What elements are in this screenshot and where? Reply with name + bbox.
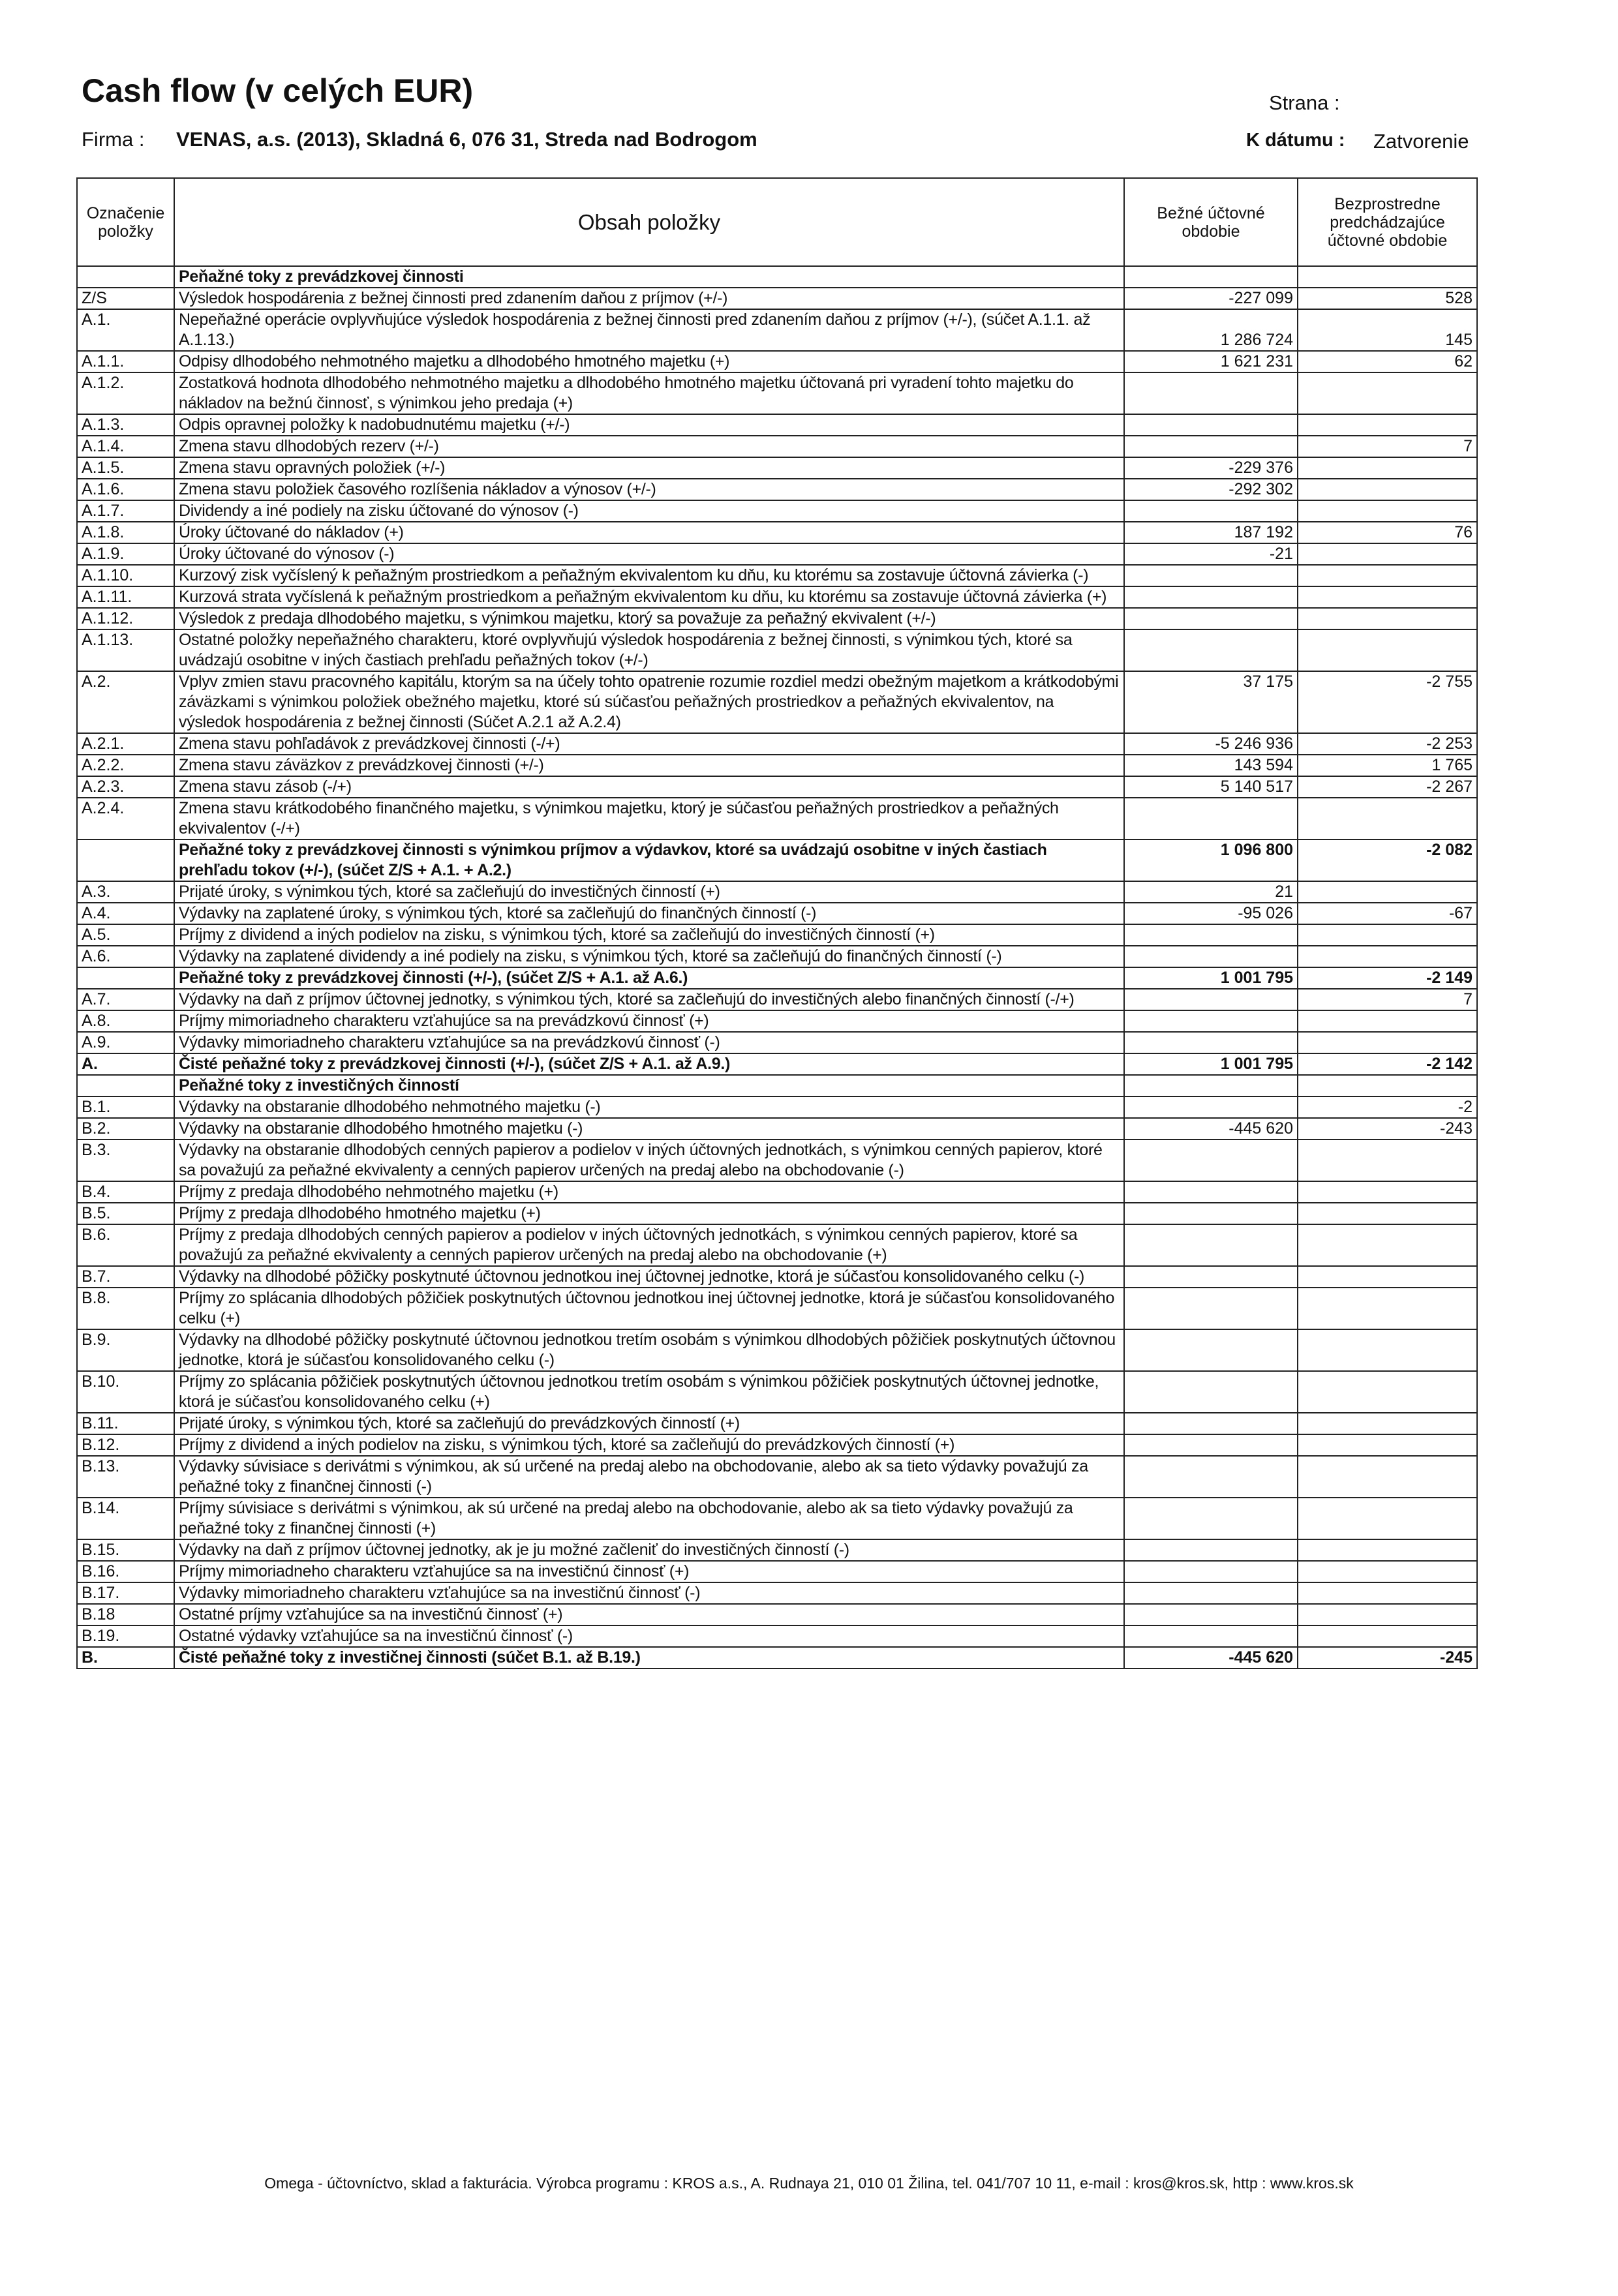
column-header-current-period: Bežné účtovné obdobie	[1124, 178, 1298, 266]
row-code: A.1.11.	[77, 586, 174, 608]
table-row	[77, 1075, 1477, 1096]
row-code: B.4.	[77, 1181, 174, 1203]
row-code: A.1.10.	[77, 565, 174, 586]
row-previous-value: -2 142	[1298, 1053, 1477, 1075]
row-code: B.16.	[77, 1561, 174, 1582]
row-code: B.13.	[77, 1456, 174, 1498]
table-row	[77, 1413, 1477, 1434]
row-code: A.1.7.	[77, 500, 174, 522]
row-description: Výdavky na daň z príjmov účtovnej jednotky, s výnimkou tých, ktoré sa začleňujú do investičných alebo finančných činností (-/+)	[174, 989, 1124, 1010]
row-previous-value: -2 082	[1298, 839, 1477, 881]
row-description: Výdavky mimoriadneho charakteru vzťahujúce sa na investičnú činnosť (-)	[174, 1582, 1124, 1604]
row-description: Príjmy súvisiace s derivátmi s výnimkou, ak sú určené na predaj alebo na obchodovanie, alebo ak sa tieto výdavky považujú za peňažné toky z finančnej činnosti (+)	[174, 1498, 1124, 1539]
row-description: Výdavky na dlhodobé pôžičky poskytnuté účtovnou jednotkou tretím osobám s výnimkou dlhodobých pôžičiek poskytnutých účtovnou jednotke, ktorá je súčasťou konsolidovaného celku (-)	[174, 1329, 1124, 1371]
row-current-value: -445 620	[1124, 1118, 1298, 1140]
row-code: A.2.	[77, 671, 174, 733]
row-previous-value	[1298, 1266, 1477, 1288]
table-row	[77, 798, 1477, 839]
table-row	[77, 1032, 1477, 1053]
row-previous-value: 62	[1298, 351, 1477, 372]
row-code: A.1.1.	[77, 351, 174, 372]
row-description: Ostatné položky nepeňažného charakteru, ktoré ovplyvňujú výsledok hospodárenia z bežnej činnosti, s výnimkou tých, ktoré sa uvádzajú osobitne v iných častiach prehľadu peňažných tokov (+/-)	[174, 629, 1124, 671]
row-description: Zmena stavu zásob (-/+)	[174, 776, 1124, 798]
table-row	[77, 1539, 1477, 1561]
row-description: Zmena stavu položiek časového rozlíšenia nákladov a výnosov (+/-)	[174, 479, 1124, 500]
row-current-value	[1124, 1434, 1298, 1456]
row-description: Dividendy a iné podiely na zisku účtované do výnosov (-)	[174, 500, 1124, 522]
row-previous-value	[1298, 1582, 1477, 1604]
row-previous-value	[1298, 1010, 1477, 1032]
row-current-value	[1124, 629, 1298, 671]
row-description: Odpis opravnej položky k nadobudnutému majetku (+/-)	[174, 414, 1124, 436]
table-row	[77, 1203, 1477, 1224]
table-row	[77, 989, 1477, 1010]
row-previous-value: 1 765	[1298, 755, 1477, 776]
row-previous-value	[1298, 1371, 1477, 1413]
row-previous-value	[1298, 565, 1477, 586]
row-code: Z/S	[77, 288, 174, 309]
row-description: Peňažné toky z prevádzkovej činnosti s výnimkou príjmov a výdavkov, ktoré sa uvádzajú osobitne v iných častiach prehľadu tokov (+/-), (súčet Z/S + A.1. + A.2.)	[174, 839, 1124, 881]
row-previous-value	[1298, 1456, 1477, 1498]
row-current-value: 1 096 800	[1124, 839, 1298, 881]
row-description: Príjmy zo splácania pôžičiek poskytnutých účtovnou jednotkou tretím osobám s výnimkou pôžičiek poskytnutých účtovnej jednotke, ktorá je súčasťou konsolidovaného celku (+)	[174, 1371, 1124, 1413]
document-title: Cash flow (v celých EUR)	[82, 72, 474, 109]
row-description: Kurzový zisk vyčíslený k peňažným prostriedkom a peňažným ekvivalentom ku dňu, ku ktorému sa zostavuje účtovná závierka (-)	[174, 565, 1124, 586]
row-previous-value	[1298, 479, 1477, 500]
row-current-value	[1124, 924, 1298, 946]
row-description: Prijaté úroky, s výnimkou tých, ktoré sa začleňujú do investičných činností (+)	[174, 881, 1124, 903]
row-description: Vplyv zmien stavu pracovného kapitálu, ktorým sa na účely tohto opatrenie rozumie rozdiel medzi obežným majetkom a krátkodobými záväzkami s výnimkou položiek obežného majetku, ktoré sú súčasťou peňažných prostriedkov a peňažných ekvivalentov, na výsledok hospodárenia z bežnej činnosti (Súčet A.2.1 až A.2.4)	[174, 671, 1124, 733]
table-row	[77, 967, 1477, 989]
row-description: Príjmy z predaja dlhodobých cenných papierov a podielov v iných účtovných jednotkách, s výnimkou cenných papierov, ktoré sa považujú za peňažné ekvivalenty a cenných papierov určených na predaj alebo na obchodovanie (+)	[174, 1224, 1124, 1266]
row-description: Ostatné výdavky vzťahujúce sa na investičnú činnosť (-)	[174, 1625, 1124, 1647]
row-description: Úroky účtované do nákladov (+)	[174, 522, 1124, 543]
row-previous-value: -2 253	[1298, 733, 1477, 755]
row-code: A.	[77, 1053, 174, 1075]
row-current-value	[1124, 1498, 1298, 1539]
table-row	[77, 1647, 1477, 1669]
row-description: Úroky účtované do výnosov (-)	[174, 543, 1124, 565]
table-row	[77, 881, 1477, 903]
row-code: A.6.	[77, 946, 174, 967]
table-row	[77, 671, 1477, 733]
row-code: A.2.4.	[77, 798, 174, 839]
row-current-value	[1124, 1096, 1298, 1118]
row-current-value	[1124, 1582, 1298, 1604]
row-previous-value	[1298, 1604, 1477, 1625]
table-row	[77, 414, 1477, 436]
row-description: Príjmy zo splácania dlhodobých pôžičiek poskytnutých účtovnou jednotkou inej účtovnej jednotke, ktorá je súčasťou konsolidovaného celku (+)	[174, 1288, 1124, 1329]
row-previous-value	[1298, 414, 1477, 436]
table-row	[77, 372, 1477, 414]
row-code: A.1.2.	[77, 372, 174, 414]
row-previous-value: 7	[1298, 989, 1477, 1010]
row-previous-value: -245	[1298, 1647, 1477, 1669]
row-description: Zmena stavu dlhodobých rezerv (+/-)	[174, 436, 1124, 457]
row-code: B.1.	[77, 1096, 174, 1118]
table-row	[77, 1604, 1477, 1625]
row-code: A.4.	[77, 903, 174, 924]
table-row	[77, 1053, 1477, 1075]
row-previous-value: -2	[1298, 1096, 1477, 1118]
row-previous-value: 7	[1298, 436, 1477, 457]
row-current-value: -445 620	[1124, 1647, 1298, 1669]
row-description: Prijaté úroky, s výnimkou tých, ktoré sa začleňujú do prevádzkových činností (+)	[174, 1413, 1124, 1434]
table-row	[77, 351, 1477, 372]
column-header-previous-period: Bezprostredne predchádzajúce účtovné obdobie	[1298, 178, 1477, 266]
row-description: Príjmy z dividend a iných podielov na zisku, s výnimkou tých, ktoré sa začleňujú do prevádzkových činností (+)	[174, 1434, 1124, 1456]
row-code: B.5.	[77, 1203, 174, 1224]
row-current-value: 1 001 795	[1124, 1053, 1298, 1075]
row-previous-value	[1298, 266, 1477, 288]
table-row	[77, 543, 1477, 565]
row-code: A.7.	[77, 989, 174, 1010]
row-description: Peňažné toky z prevádzkovej činnosti	[174, 266, 1124, 288]
row-previous-value	[1298, 372, 1477, 414]
row-code: A.1.3.	[77, 414, 174, 436]
row-current-value	[1124, 1140, 1298, 1181]
row-current-value	[1124, 1413, 1298, 1434]
row-previous-value: -2 149	[1298, 967, 1477, 989]
row-description: Zmena stavu pohľadávok z prevádzkovej činnosti (-/+)	[174, 733, 1124, 755]
table-row	[77, 608, 1477, 629]
row-code: B.11.	[77, 1413, 174, 1434]
row-description: Výdavky na obstaranie dlhodobého nehmotného majetku (-)	[174, 1096, 1124, 1118]
row-previous-value	[1298, 1224, 1477, 1266]
table-row	[77, 500, 1477, 522]
row-code: A.1.13.	[77, 629, 174, 671]
row-code: B.10.	[77, 1371, 174, 1413]
row-description: Príjmy z predaja dlhodobého hmotného majetku (+)	[174, 1203, 1124, 1224]
row-current-value: 1 286 724	[1124, 309, 1298, 351]
row-current-value	[1124, 608, 1298, 629]
table-row	[77, 1561, 1477, 1582]
column-header-code: Označenie položky	[77, 178, 174, 266]
table-row	[77, 1181, 1477, 1203]
row-previous-value	[1298, 1032, 1477, 1053]
row-current-value	[1124, 1456, 1298, 1498]
row-description: Príjmy mimoriadneho charakteru vzťahujúce sa na prevádzkovú činnosť (+)	[174, 1010, 1124, 1032]
row-current-value	[1124, 989, 1298, 1010]
table-row	[77, 457, 1477, 479]
row-code: A.2.1.	[77, 733, 174, 755]
table-row	[77, 839, 1477, 881]
table-row	[77, 565, 1477, 586]
row-code: B.2.	[77, 1118, 174, 1140]
table-body	[77, 266, 1477, 1669]
table-row	[77, 266, 1477, 288]
row-previous-value: -243	[1298, 1118, 1477, 1140]
row-previous-value	[1298, 1413, 1477, 1434]
row-code: A.9.	[77, 1032, 174, 1053]
table-row	[77, 946, 1477, 967]
row-previous-value: 145	[1298, 309, 1477, 351]
row-current-value	[1124, 565, 1298, 586]
row-description: Výdavky na zaplatené úroky, s výnimkou tých, ktoré sa začleňujú do finančných činností (-)	[174, 903, 1124, 924]
row-current-value	[1124, 1032, 1298, 1053]
row-current-value: -95 026	[1124, 903, 1298, 924]
row-previous-value	[1298, 1075, 1477, 1096]
column-header-description: Obsah položky	[174, 178, 1124, 266]
row-code	[77, 1075, 174, 1096]
company-value: VENAS, a.s. (2013), Skladná 6, 076 31, Streda nad Bodrogom	[176, 128, 757, 151]
row-previous-value	[1298, 1434, 1477, 1456]
row-description: Príjmy mimoriadneho charakteru vzťahujúce sa na investičnú činnosť (+)	[174, 1561, 1124, 1582]
table-row	[77, 1140, 1477, 1181]
company-label: Firma :	[82, 128, 145, 151]
row-previous-value	[1298, 924, 1477, 946]
row-code: A.1.4.	[77, 436, 174, 457]
row-current-value	[1124, 1266, 1298, 1288]
row-code: A.2.2.	[77, 755, 174, 776]
row-description: Výsledok z predaja dlhodobého majetku, s výnimkou majetku, ktorý sa považuje za peňažný ekvivalent (+/-)	[174, 608, 1124, 629]
footer-text: Omega - účtovníctvo, sklad a fakturácia. Výrobca programu : KROS a.s., A. Rudnaya 21, 010 01 Žilina, tel. 041/707 10 11, e-mail : kros@kros.sk, http : www.kros.sk	[264, 2175, 1354, 2192]
row-code: B.18	[77, 1604, 174, 1625]
table-row	[77, 629, 1477, 671]
row-previous-value	[1298, 1561, 1477, 1582]
row-previous-value: 528	[1298, 288, 1477, 309]
table-row	[77, 1266, 1477, 1288]
row-previous-value	[1298, 629, 1477, 671]
row-description: Zmena stavu opravných položiek (+/-)	[174, 457, 1124, 479]
row-current-value: -21	[1124, 543, 1298, 565]
row-current-value: -227 099	[1124, 288, 1298, 309]
row-previous-value	[1298, 500, 1477, 522]
row-current-value: 143 594	[1124, 755, 1298, 776]
row-current-value	[1124, 1203, 1298, 1224]
table-row	[77, 1434, 1477, 1456]
row-previous-value	[1298, 946, 1477, 967]
row-code: B.19.	[77, 1625, 174, 1647]
row-previous-value	[1298, 1203, 1477, 1224]
row-current-value	[1124, 586, 1298, 608]
row-description: Ostatné príjmy vzťahujúce sa na investičnú činnosť (+)	[174, 1604, 1124, 1625]
table-row	[77, 1456, 1477, 1498]
row-previous-value: -2 755	[1298, 671, 1477, 733]
row-previous-value	[1298, 1140, 1477, 1181]
row-previous-value	[1298, 1288, 1477, 1329]
row-previous-value	[1298, 1625, 1477, 1647]
row-code: B.3.	[77, 1140, 174, 1181]
row-code: B.15.	[77, 1539, 174, 1561]
table-row	[77, 924, 1477, 946]
row-code: A.8.	[77, 1010, 174, 1032]
row-current-value	[1124, 1329, 1298, 1371]
row-description: Výdavky súvisiace s derivátmi s výnimkou, ak sú určené na predaj alebo na obchodovanie, alebo ak sa tieto výdavky považujú za peňažné toky z finančnej činnosti (-)	[174, 1456, 1124, 1498]
row-code: A.3.	[77, 881, 174, 903]
table-row	[77, 1625, 1477, 1647]
row-code	[77, 839, 174, 881]
row-code: A.1.6.	[77, 479, 174, 500]
row-current-value: -292 302	[1124, 479, 1298, 500]
table-row	[77, 755, 1477, 776]
date-value: Zatvorenie	[1373, 130, 1469, 153]
row-previous-value	[1298, 543, 1477, 565]
row-code: A.5.	[77, 924, 174, 946]
row-current-value: 1 621 231	[1124, 351, 1298, 372]
row-code: B.6.	[77, 1224, 174, 1266]
row-previous-value	[1298, 1329, 1477, 1371]
row-description: Výsledok hospodárenia z bežnej činnosti pred zdanením daňou z príjmov (+/-)	[174, 288, 1124, 309]
row-description: Výdavky na zaplatené dividendy a iné podiely na zisku, s výnimkou tých, ktoré sa začleňujú do finančných činností (-)	[174, 946, 1124, 967]
row-current-value: -229 376	[1124, 457, 1298, 479]
table-row	[77, 903, 1477, 924]
row-current-value: 5 140 517	[1124, 776, 1298, 798]
row-previous-value	[1298, 1539, 1477, 1561]
row-current-value	[1124, 1625, 1298, 1647]
row-description: Čisté peňažné toky z investičnej činnosti (súčet B.1. až B.19.)	[174, 1647, 1124, 1669]
row-current-value	[1124, 500, 1298, 522]
row-current-value: -5 246 936	[1124, 733, 1298, 755]
row-description: Výdavky na obstaranie dlhodobého hmotného majetku (-)	[174, 1118, 1124, 1140]
table-row	[77, 1118, 1477, 1140]
row-previous-value: 76	[1298, 522, 1477, 543]
row-description: Výdavky na obstaranie dlhodobých cenných papierov a podielov v iných účtovných jednotkách, s výnimkou cenných papierov, ktoré sa považujú za peňažné ekvivalenty a cenných papierov určených na predaj alebo na obchodovanie (-)	[174, 1140, 1124, 1181]
row-code: A.1.8.	[77, 522, 174, 543]
row-current-value	[1124, 1604, 1298, 1625]
row-previous-value	[1298, 457, 1477, 479]
row-code: B.12.	[77, 1434, 174, 1456]
table-row	[77, 1582, 1477, 1604]
table-row	[77, 522, 1477, 543]
row-code: A.2.3.	[77, 776, 174, 798]
table-row	[77, 586, 1477, 608]
row-previous-value	[1298, 881, 1477, 903]
row-description: Zmena stavu krátkodobého finančného majetku, s výnimkou majetku, ktorý je súčasťou peňažných prostriedkov a peňažných ekvivalentov (-/+)	[174, 798, 1124, 839]
row-description: Odpisy dlhodobého nehmotného majetku a dlhodobého hmotného majetku (+)	[174, 351, 1124, 372]
row-description: Zostatková hodnota dlhodobého nehmotného majetku a dlhodobého hmotného majetku účtovaná pri vyradení tohto majetku do nákladov na bežnú činnosť, s výnimkou jeho predaja (+)	[174, 372, 1124, 414]
row-current-value	[1124, 414, 1298, 436]
row-code: B.	[77, 1647, 174, 1669]
row-current-value	[1124, 1224, 1298, 1266]
row-previous-value	[1298, 586, 1477, 608]
row-code: A.1.12.	[77, 608, 174, 629]
table-row	[77, 1498, 1477, 1539]
row-description: Peňažné toky z investičných činností	[174, 1075, 1124, 1096]
table-row	[77, 1329, 1477, 1371]
row-code: B.7.	[77, 1266, 174, 1288]
row-code	[77, 266, 174, 288]
row-current-value	[1124, 798, 1298, 839]
cash-flow-table	[76, 177, 1478, 1669]
row-current-value: 37 175	[1124, 671, 1298, 733]
row-current-value	[1124, 1010, 1298, 1032]
row-current-value	[1124, 1539, 1298, 1561]
table-row	[77, 1224, 1477, 1266]
row-previous-value	[1298, 1498, 1477, 1539]
row-current-value	[1124, 1288, 1298, 1329]
row-description: Zmena stavu záväzkov z prevádzkovej činnosti (+/-)	[174, 755, 1124, 776]
row-description: Príjmy z predaja dlhodobého nehmotného majetku (+)	[174, 1181, 1124, 1203]
row-previous-value: -67	[1298, 903, 1477, 924]
table-row	[77, 1371, 1477, 1413]
row-description: Čisté peňažné toky z prevádzkovej činnosti (+/-), (súčet Z/S + A.1. až A.9.)	[174, 1053, 1124, 1075]
row-code: A.1.9.	[77, 543, 174, 565]
row-description: Peňažné toky z prevádzkovej činnosti (+/-), (súčet Z/S + A.1. až A.6.)	[174, 967, 1124, 989]
row-previous-value	[1298, 608, 1477, 629]
table-row	[77, 1010, 1477, 1032]
table-row	[77, 1096, 1477, 1118]
row-code: A.1.	[77, 309, 174, 351]
row-code: A.1.5.	[77, 457, 174, 479]
table-row	[77, 479, 1477, 500]
row-code: B.14.	[77, 1498, 174, 1539]
row-current-value	[1124, 266, 1298, 288]
row-description: Výdavky na daň z príjmov účtovnej jednotky, ak je ju možné začleniť do investičných činností (-)	[174, 1539, 1124, 1561]
row-current-value: 1 001 795	[1124, 967, 1298, 989]
row-current-value: 187 192	[1124, 522, 1298, 543]
row-previous-value: -2 267	[1298, 776, 1477, 798]
row-code: B.17.	[77, 1582, 174, 1604]
table-row	[77, 436, 1477, 457]
row-current-value: 21	[1124, 881, 1298, 903]
row-current-value	[1124, 436, 1298, 457]
row-current-value	[1124, 1561, 1298, 1582]
row-description: Príjmy z dividend a iných podielov na zisku, s výnimkou tých, ktoré sa začleňujú do investičných činností (+)	[174, 924, 1124, 946]
table-row	[77, 309, 1477, 351]
row-previous-value	[1298, 1181, 1477, 1203]
row-current-value	[1124, 1371, 1298, 1413]
row-code: B.9.	[77, 1329, 174, 1371]
row-description: Nepeňažné operácie ovplyvňujúce výsledok hospodárenia z bežnej činnosti pred zdanením daňou z príjmov (+/-), (súčet A.1.1. až A.1.13.)	[174, 309, 1124, 351]
row-code: B.8.	[77, 1288, 174, 1329]
row-current-value	[1124, 372, 1298, 414]
row-previous-value	[1298, 798, 1477, 839]
date-label: K dátumu :	[1246, 130, 1345, 151]
row-description: Výdavky na dlhodobé pôžičky poskytnuté účtovnou jednotkou inej účtovnej jednotke, ktorá je súčasťou konsolidovaného celku (-)	[174, 1266, 1124, 1288]
row-code	[77, 967, 174, 989]
table-row	[77, 288, 1477, 309]
row-current-value	[1124, 1075, 1298, 1096]
row-current-value	[1124, 946, 1298, 967]
table-row	[77, 733, 1477, 755]
row-current-value	[1124, 1181, 1298, 1203]
row-description: Kurzová strata vyčíslená k peňažným prostriedkom a peňažným ekvivalentom ku dňu, ku ktorému sa zostavuje účtovná závierka (+)	[174, 586, 1124, 608]
table-row	[77, 776, 1477, 798]
row-description: Výdavky mimoriadneho charakteru vzťahujúce sa na prevádzkovú činnosť (-)	[174, 1032, 1124, 1053]
table-row	[77, 1288, 1477, 1329]
page-label: Strana :	[1269, 91, 1340, 114]
